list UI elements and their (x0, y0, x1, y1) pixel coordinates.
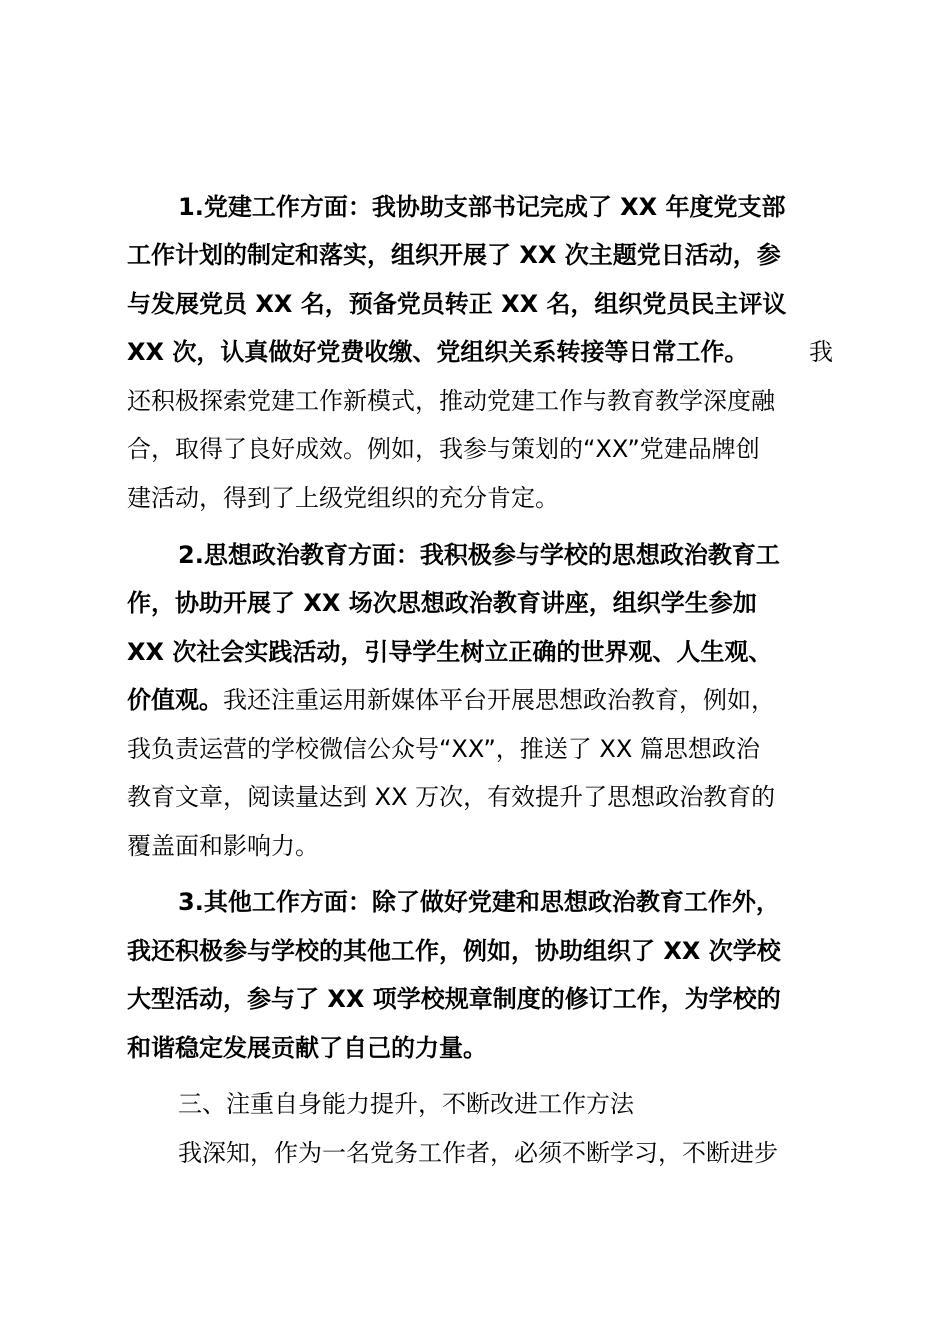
paragraph-4-text-1: 我深知，作为一名党务工作者，必须不断学习，不断进步 (178, 1139, 778, 1167)
paragraph-3-text-1: 3.其他工作方面：除了做好党建和思想政治教育工作外， (178, 888, 780, 916)
paragraph-1-text-4-normal: 我 (809, 338, 833, 366)
paragraph-4-line-1 (178, 1131, 833, 1175)
paragraph-3-line-4 (127, 1026, 833, 1070)
paragraph-2-line-5 (127, 727, 833, 771)
paragraph-2-line-4 (127, 678, 833, 722)
paragraph-2-line-6 (127, 775, 833, 819)
paragraph-1-text-3: 与发展党员 XX 名，预备党员转正 XX 名，组织党员民主评议 (127, 290, 787, 318)
paragraph-2-text-5: 我负责运营的学校微信公众号“XX”，推送了 XX 篇思想政治 (127, 735, 760, 763)
paragraph-1-text-7: 建活动，得到了上级党组织的充分肯定。 (127, 484, 559, 512)
paragraph-3-text-4: 和谐稳定发展贡献了自己的力量。 (127, 1034, 487, 1062)
paragraph-1-line-4 (127, 330, 833, 374)
paragraph-1-line-7 (127, 476, 833, 520)
paragraph-3-line-2 (127, 929, 833, 973)
paragraph-3-line-1 (178, 880, 833, 924)
paragraph-1-text-5: 还积极探索党建工作新模式，推动党建工作与教育教学深度融 (127, 387, 775, 415)
paragraph-1-line-2 (127, 233, 833, 277)
paragraph-1-line-5 (127, 379, 833, 423)
paragraph-2-text-7: 覆盖面和影响力。 (127, 832, 319, 860)
paragraph-3-text-3: 大型活动，参与了 XX 项学校规章制度的修订工作，为学校的 (127, 985, 781, 1013)
paragraph-1-text-4-bold: XX 次，认真做好党费收缴、党组织关系转接等日常工作。 (127, 338, 749, 366)
paragraph-1-text-6: 合，取得了良好成效。例如，我参与策划的“XX”党建品牌创 (127, 435, 760, 463)
paragraph-2-text-1: 2.思想政治教育方面：我积极参与学校的思想政治教育工 (178, 541, 780, 569)
paragraph-3-line-3 (127, 977, 833, 1021)
paragraph-2-line-3 (127, 630, 833, 674)
paragraph-2-text-3: XX 次社会实践活动，引导学生树立正确的世界观、人生观、 (127, 638, 773, 666)
paragraph-1-text-1: 1.党建工作方面：我协助支部书记完成了 XX 年度党支部 (178, 193, 786, 221)
paragraph-2-line-7 (127, 824, 833, 868)
paragraph-2-line-1 (178, 533, 833, 577)
paragraph-2-text-6: 教育文章，阅读量达到 XX 万次，有效提升了思想政治教育的 (127, 783, 776, 811)
paragraph-2-line-2 (127, 581, 833, 625)
paragraph-2-text-4-normal: 我还注重运用新媒体平台开展思想政治教育，例如， (223, 686, 775, 714)
paragraph-1-line-1 (178, 185, 833, 229)
paragraph-1-line-3 (127, 282, 833, 326)
paragraph-2-text-4-bold: 价值观。 (127, 686, 223, 714)
section-heading (178, 1082, 833, 1126)
paragraph-2-text-2: 作，协助开展了 XX 场次思想政治教育讲座，组织学生参加 (127, 589, 757, 617)
paragraph-3-text-2: 我还积极参与学校的其他工作，例如，协助组织了 XX 次学校 (127, 937, 781, 965)
paragraph-1-text-2: 工作计划的制定和落实，组织开展了 XX 次主题党日活动，参 (127, 241, 781, 269)
paragraph-1-line-6 (127, 427, 833, 471)
section-heading-text: 三、注重自身能力提升，不断改进工作方法 (178, 1090, 634, 1118)
